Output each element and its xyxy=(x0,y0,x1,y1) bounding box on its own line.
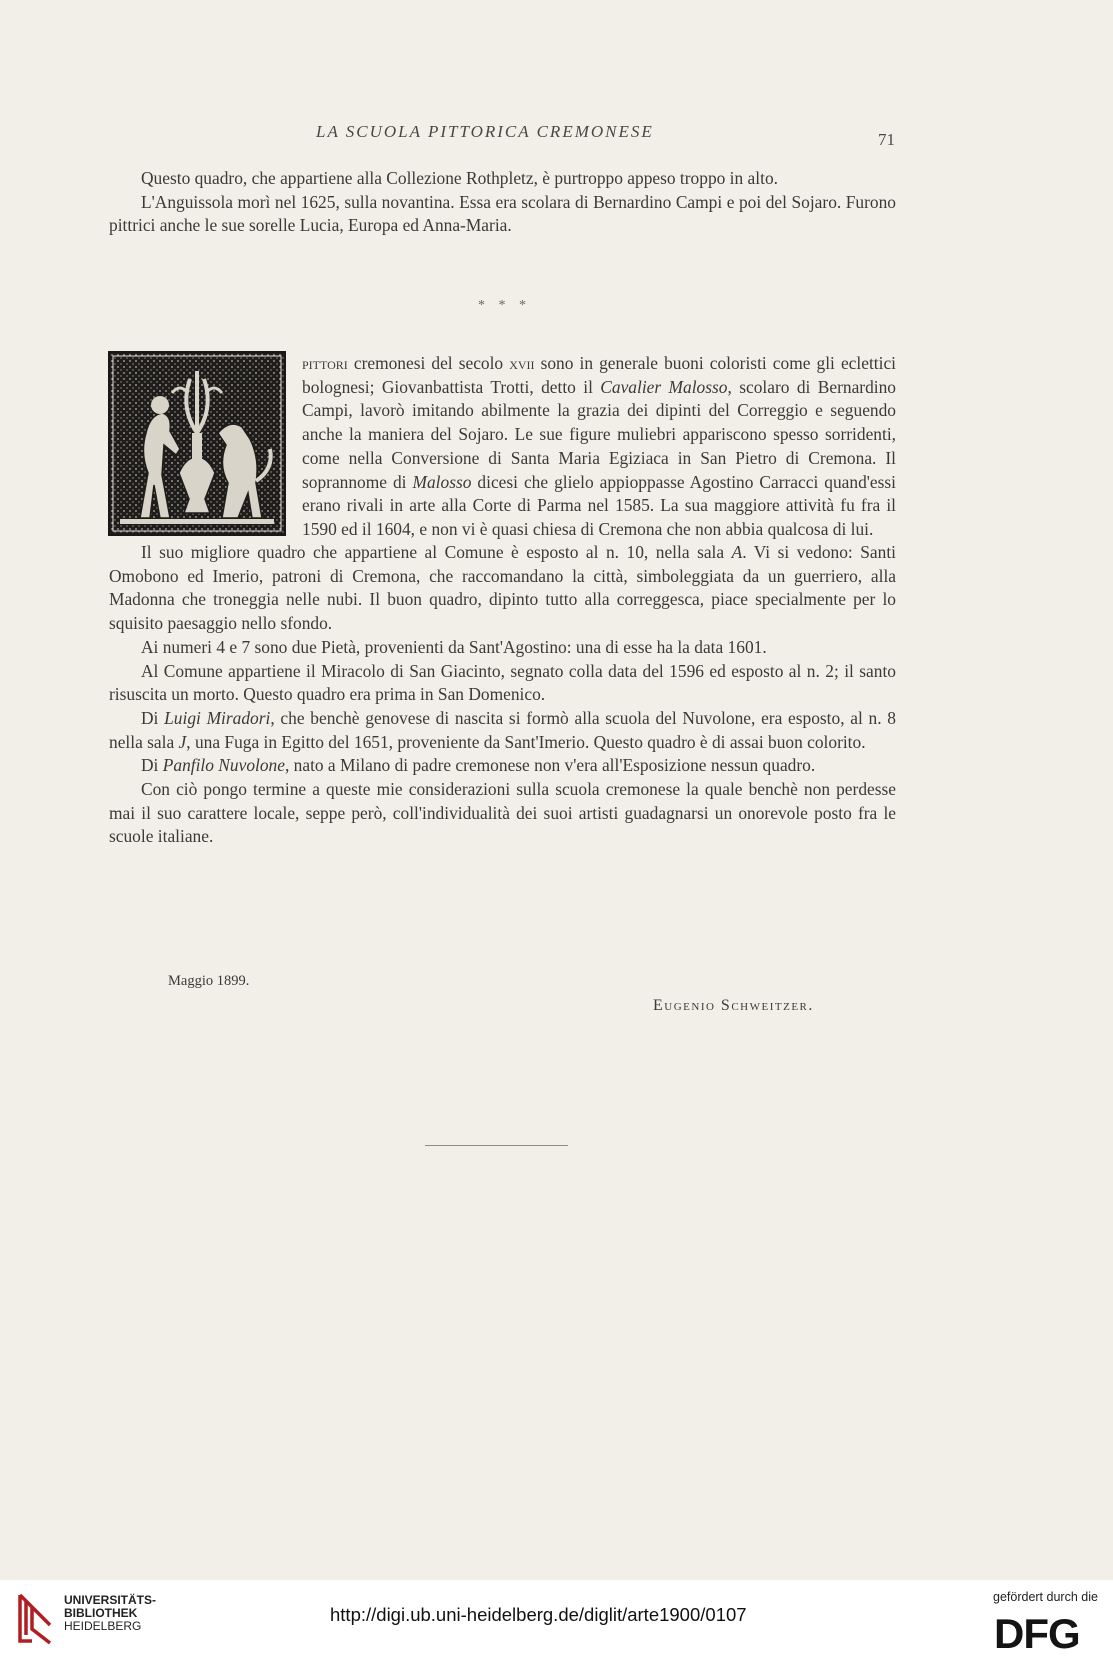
paragraph: Questo quadro, che appartiene alla Collezione Rothpletz, è purtroppo appeso troppo in alto. xyxy=(141,168,778,188)
library-name: UNIVERSITÄTS- BIBLIOTHEK HEIDELBERG xyxy=(64,1593,157,1633)
permalink-url[interactable]: http://digi.ub.uni-heidelberg.de/diglit/arte1900/0107 xyxy=(330,1604,747,1625)
paragraph: L'Anguissola morì nel 1625, sulla novantina. Essa era scolara di Bernardino Campi e poi del Sojaro. Furono pittrici anche le sue sorelle Lucia, Europa ed Anna-Maria. xyxy=(109,191,896,236)
italic-name: Malosso xyxy=(412,471,472,492)
main-paragraphs xyxy=(109,541,896,849)
paragraph: Di Panfilo Nuvolone, nato a Milano di padre cremonese non v'era all'Esposizione nessun quadro. xyxy=(141,755,816,776)
paragraph: Con ciò pongo termine a queste mie considerazioni sulla scuola cremonese la quale benchè non perdesse mai il suo carattere locale, seppe però, coll'individualità dei suoi artisti guadagnarsi un onorevole posto fra le scuole italiane. xyxy=(109,779,896,847)
signoff-date: Maggio 1899. xyxy=(168,973,250,989)
footer-bar xyxy=(0,1580,1113,1660)
end-rule xyxy=(425,1145,568,1146)
paragraph: Il suo migliore quadro che appartiene al Comune è esposto al n. 10, nella sala A. Vi si vedono: Santi Omobono ed Imerio, patroni di Cremona, che raccomandano la città, simboleggiata da un guerriero, alla Madonna che troneggia nelle nubi. Il buon quadro, dipinto tutto alla correggesca, piace specialmente per lo squisito paesaggio nello sfondo. xyxy=(109,542,896,634)
italic-name: Panfilo Nuvolone xyxy=(162,755,285,776)
opening-word: pittori xyxy=(302,353,348,373)
funding-caption: gefördert durch die xyxy=(993,1590,1098,1604)
italic-name: Luigi Miradori xyxy=(164,707,271,728)
ornamental-initial-image xyxy=(108,351,286,536)
paragraph: Di Luigi Miradori, che benchè genovese di nascita si formò alla scuola del Nuvolone, era esposto, al n. 8 nella sala J, una Fuga in Egitto del 1651, proveniente da Sant'Imerio. Questo quadro è di assai buon colorito. xyxy=(109,707,896,752)
running-title: LA SCUOLA PITTORICA CREMONESE xyxy=(316,122,654,141)
intro-paragraphs xyxy=(109,167,896,238)
dropcap-paragraph: pittori cremonesi del secolo xvii sono in generale buoni coloristi come gli eclettici bolognesi; Giovanbattista Trotti, detto il Cavalier Malosso, scolaro di Bernardino Campi, lavorò imitando abilmente la grazia dei dipinti del Correggio e seguendo anche la maniera del Sojaro. Le sue figure muliebri appariscono spesso sorridenti, come nella Conversione di Santa Maria Egiziaca in San Pietro di Cremona. Il soprannome di Malosso dicesi che glielo appioppasse Agostino Carracci quand'essi erano rivali in arte alla Corte di Parma nel 1585. La sua maggiore attività fu fra il 1590 ed il 1604, e non vi è quasi chiesa di Cremona che non abbia qualcosa di lui. xyxy=(302,353,896,539)
section-asterism: * * * xyxy=(478,298,531,313)
ornamental-initial-svg xyxy=(110,353,284,534)
paragraph: Ai numeri 4 e 7 sono due Pietà, provenienti da Sant'Agostino: una di esse ha la data 1601. xyxy=(141,636,767,657)
university-library-logo-icon[interactable] xyxy=(16,1591,58,1652)
page-number: 71 xyxy=(878,130,895,149)
italic-name: Cavalier Malosso xyxy=(600,376,728,397)
century-numeral: xvii xyxy=(509,353,535,373)
paragraph: Al Comune appartiene il Miracolo di San Giacinto, segnato colla data del 1596 ed esposto al n. 2; il santo risuscita un morto. Questo quadro era prima in San Domenico. xyxy=(109,660,896,705)
author-signature: Eugenio Schweitzer. xyxy=(653,997,814,1014)
dfg-logo[interactable]: DFG xyxy=(994,1610,1080,1657)
